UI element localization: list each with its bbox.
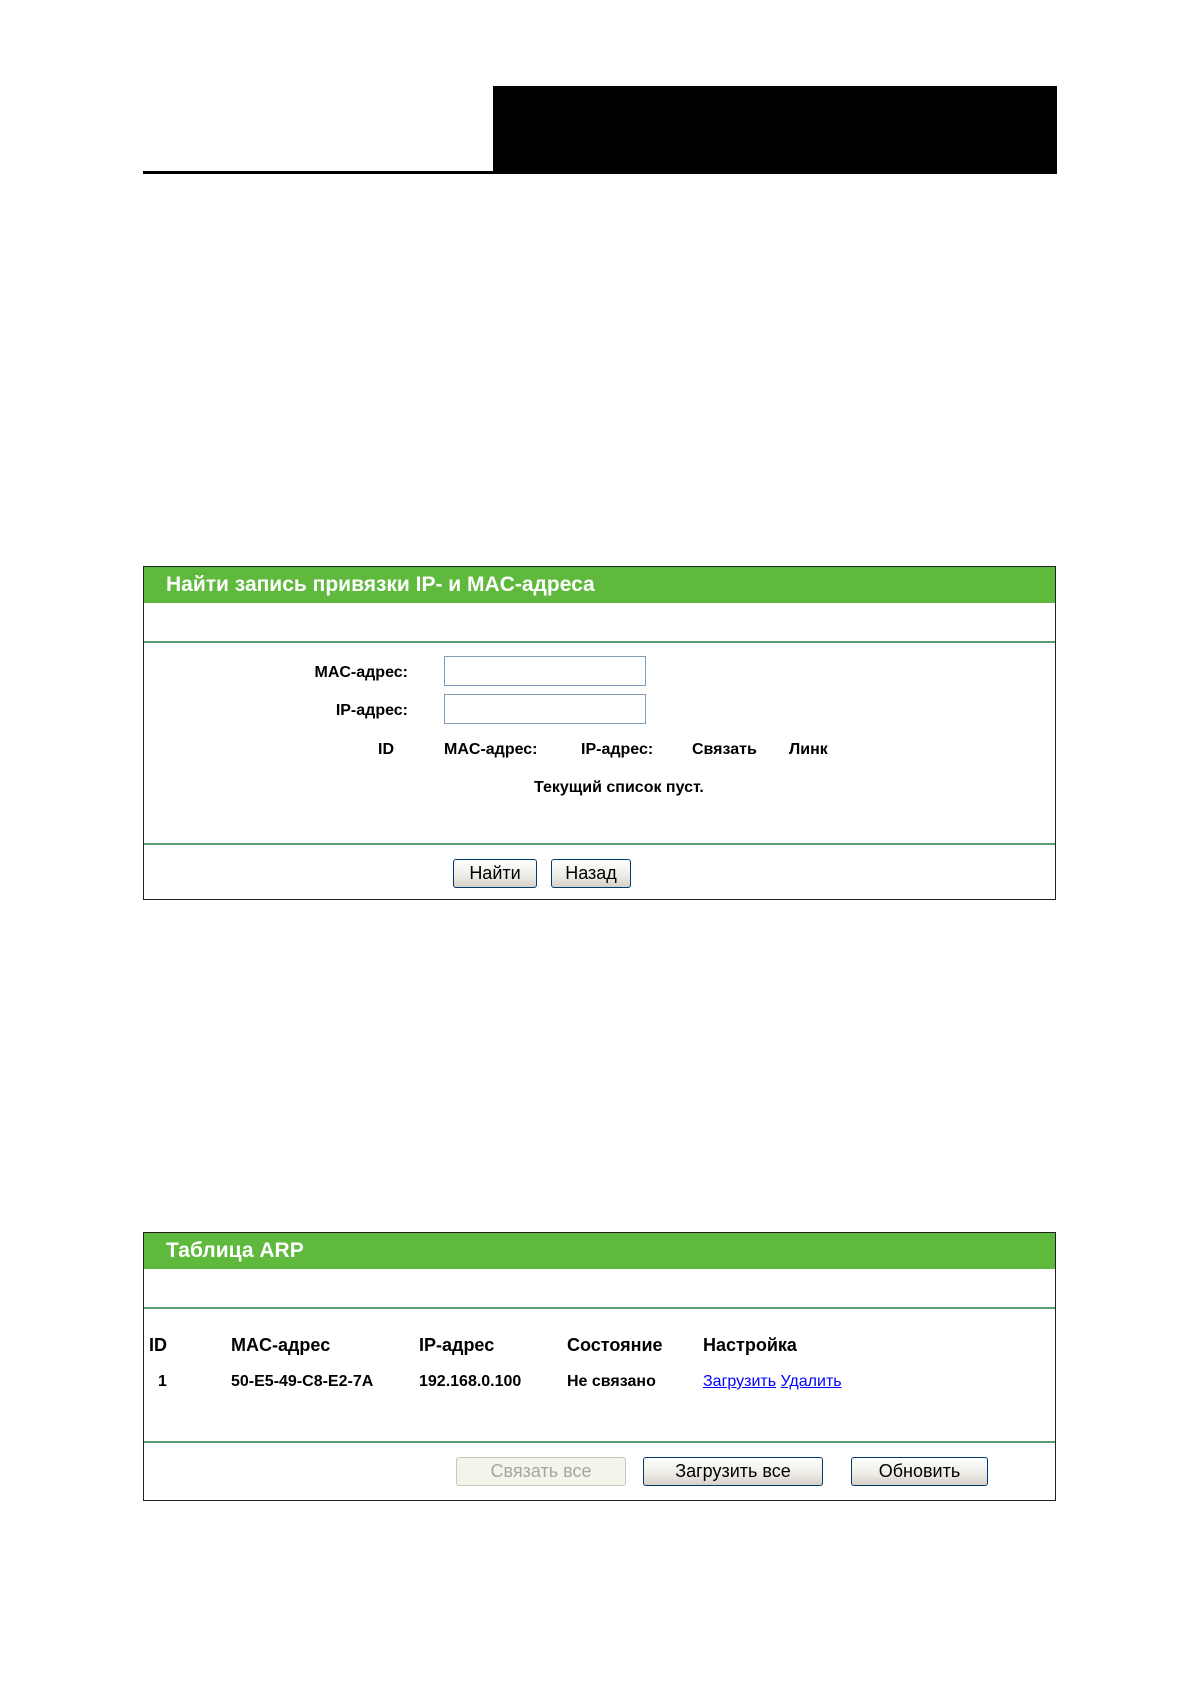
row-id: 1 xyxy=(158,1373,167,1390)
search-panel-title: Найти запись привязки IP- и MAC-адреса xyxy=(144,567,1055,603)
load-link[interactable]: Загрузить xyxy=(703,1373,777,1390)
back-button[interactable]: Назад xyxy=(551,859,631,888)
row-status: Не связано xyxy=(567,1373,656,1390)
arp-col-mac: MAC-адрес xyxy=(231,1335,331,1355)
bind-all-button[interactable]: Связать все xyxy=(456,1457,626,1486)
ip-label: IP-адрес: xyxy=(335,702,408,719)
separator xyxy=(144,1307,1055,1309)
header-black-bar xyxy=(493,86,1057,174)
arp-col-settings: Настройка xyxy=(703,1335,797,1355)
arp-table-panel xyxy=(143,1232,1056,1501)
row-actions xyxy=(703,1373,842,1391)
col-id: ID xyxy=(378,741,394,758)
arp-col-status: Состояние xyxy=(567,1335,663,1355)
col-link: Линк xyxy=(789,741,828,758)
ip-mac-search-panel xyxy=(143,566,1056,900)
ip-input[interactable] xyxy=(444,694,646,724)
delete-link[interactable]: Удалить xyxy=(780,1373,842,1390)
col-ip: IP-адрес: xyxy=(581,741,654,758)
col-mac: MAC-адрес: xyxy=(444,741,538,758)
separator xyxy=(144,1441,1055,1443)
mac-input[interactable] xyxy=(444,656,646,686)
load-all-button[interactable]: Загрузить все xyxy=(643,1457,823,1486)
arp-col-id: ID xyxy=(149,1335,167,1355)
arp-col-ip: IP-адрес xyxy=(419,1335,495,1355)
row-mac: 50-E5-49-C8-E2-7A xyxy=(231,1373,374,1390)
find-button[interactable]: Найти xyxy=(453,859,537,888)
empty-list-message: Текущий список пуст. xyxy=(534,779,704,796)
row-ip: 192.168.0.100 xyxy=(419,1373,522,1390)
mac-label: MAC-адрес: xyxy=(314,664,408,681)
separator xyxy=(144,843,1055,845)
header-rule xyxy=(143,171,493,174)
col-bind: Связать xyxy=(692,741,757,758)
separator xyxy=(144,641,1055,643)
arp-panel-title: Таблица ARP xyxy=(144,1233,1055,1269)
refresh-button[interactable]: Обновить xyxy=(851,1457,988,1486)
